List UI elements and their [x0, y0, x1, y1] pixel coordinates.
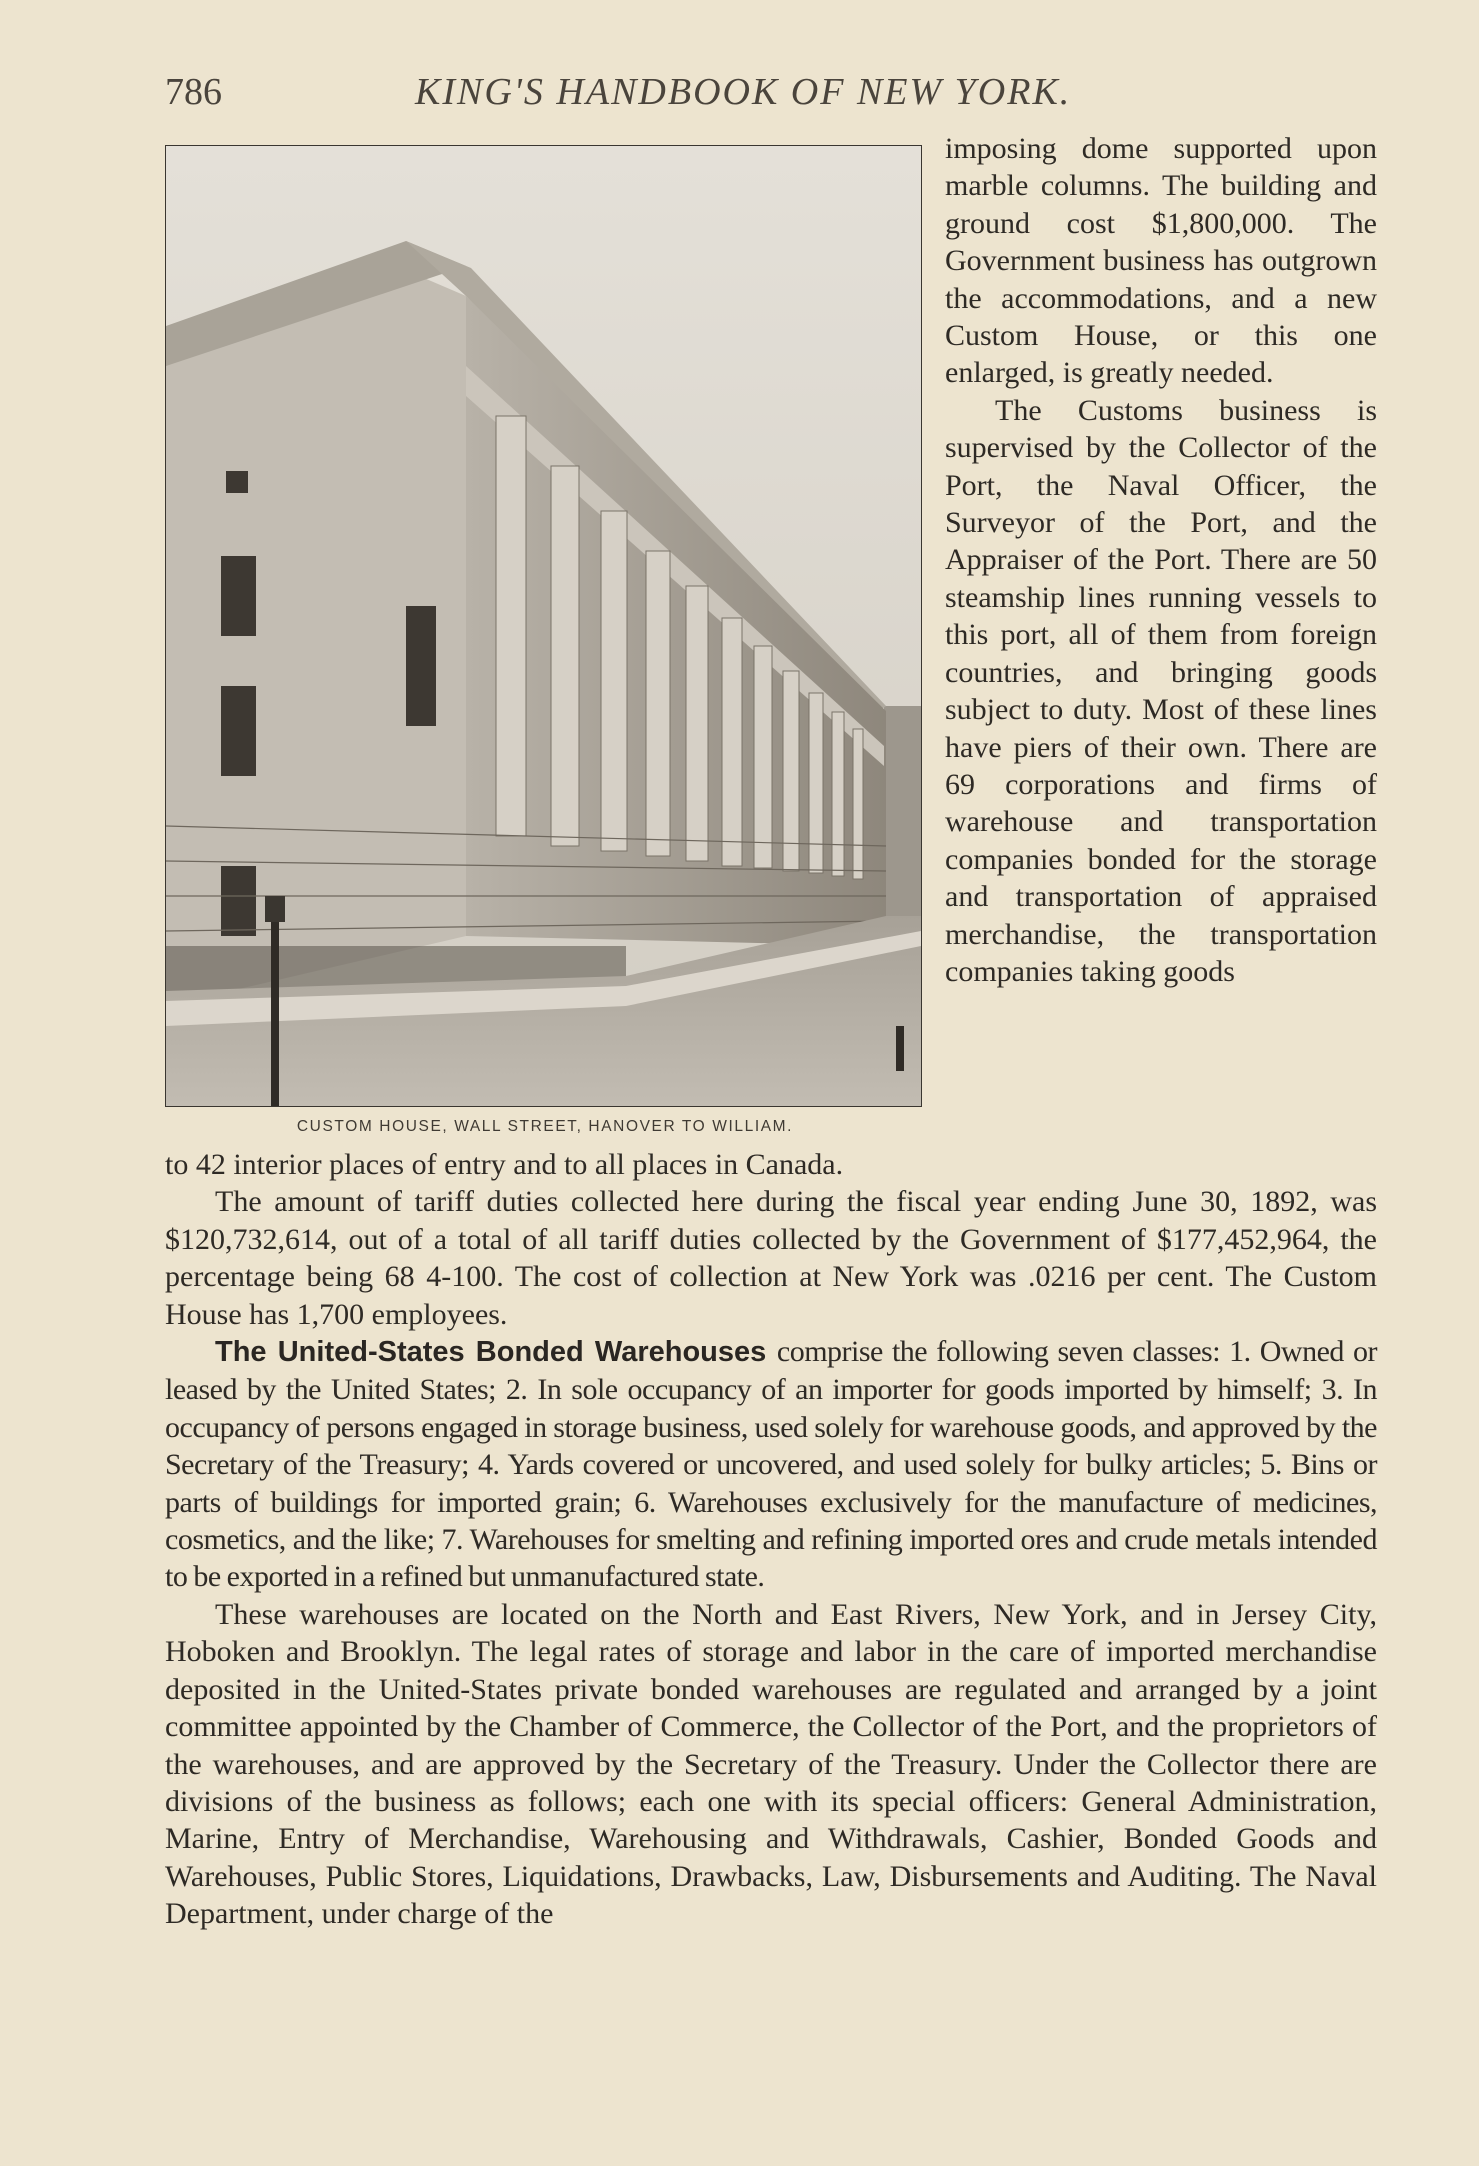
figure-caption: CUSTOM HOUSE, WALL STREET, HANOVER TO WILLIAM. — [296, 1118, 794, 1135]
locations-paragraph: These warehouses are located on the North and East Rivers, New York, and in Jersey City, Hoboken and Brooklyn. The legal rates of storage and labor in the care of imported merchandise deposited in the United-States private bonded warehouses are regulated and arranged by a joint committee appointed by the Chamber of Commerce, the Collector of the Port, and the proprietors of the warehouses, and are approved by the Secretary of the Treasury. Under the Collector there are divisions of the business as follows; each one with its special officers: General Administration, Marine, Entry of Merchandise, Warehousing and Withdrawals, Cashier, Bonded Goods and Warehouses, Public Stores, Liquidations, Drawbacks, Law, Disbursements and Auditing. The Naval Department, under charge of the — [165, 1597, 1377, 1931]
running-head — [165, 70, 1395, 120]
main-body-text — [165, 1146, 1377, 1933]
page-number: 786 — [165, 71, 222, 113]
side-paragraph-1: imposing dome supported upon marble columns. The building and ground cost $1,800,000. The Government business has outgrown the accommodations, and a new Custom House, or this one enlarged, is greatly needed. — [945, 132, 1377, 390]
continuation-line: to 42 interior places of entry and to all places in Canada. — [165, 1148, 844, 1181]
running-title: KING'S HANDBOOK OF NEW YORK. — [415, 71, 1072, 113]
duties-paragraph: The amount of tariff duties collected here during the fiscal year ending June 30, 1892, was $120,732,614, out of a total of all tariff duties collected by the Government of $177,452,964, the percentage being 68 4-100. The cost of collection at New York was .0216 per cent. The Custom House has 1,700 employees. — [165, 1185, 1377, 1331]
custom-house-illustration — [166, 146, 921, 1106]
side-column-text — [945, 130, 1377, 990]
custom-house-photo — [165, 145, 922, 1107]
warehouses-heading: The United-States Bonded Warehouses — [215, 1336, 767, 1369]
warehouses-text: comprise the following seven classes: 1. Owned or leased by the United States; 2. In sole occupancy of an importer for goods imported by himself; 3. In occupancy of persons engaged in storage business, used solely for warehouse goods, and approved by the Secretary of the Treasury; 4. Yards covered or uncovered, and used solely for bulky articles; 5. Bins or parts of buildings for imported grain; 6. Warehouses exclusively for the manufacture of medicines, cosmetics, and the like; 7. Warehouses for smelting and refining imported ores and crude metals intended to be exported in a refined but unmanufactured state. — [165, 1335, 1377, 1594]
custom-house-figure — [165, 145, 925, 1145]
warehouses-paragraph — [165, 1333, 1377, 1596]
side-paragraph-2: The Customs business is supervised by the Collector of the Port, the Naval Officer, the Surveyor of the Port, and the Appraiser of the Port. There are 50 steamship lines running vessels to this port, all of them from foreign countries, and bringing goods subject to duty. Most of these lines have piers of their own. There are 69 corporations and firms of warehouse and transportation companies bonded for the storage and transportation of appraised merchandise, the transportation companies taking goods — [945, 393, 1377, 988]
